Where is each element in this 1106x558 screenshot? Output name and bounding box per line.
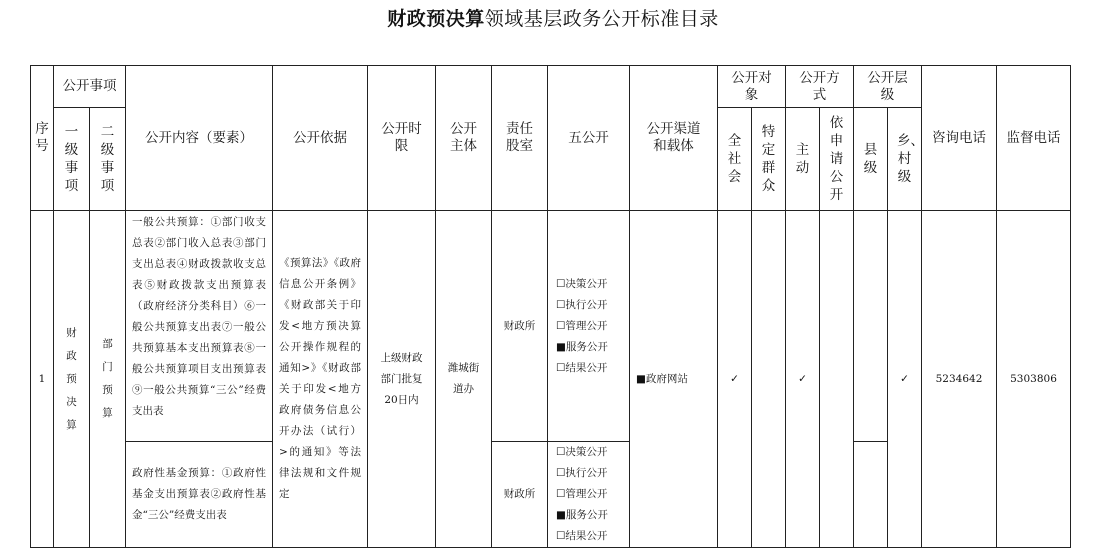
row-five-general — [548, 211, 630, 442]
page-title-rest: 领域基层政务公开标准目录 — [484, 8, 719, 30]
row-level-county-fund — [854, 442, 888, 548]
header-time-limit: 公开时限 — [368, 66, 436, 211]
header-method-active: 主动 — [786, 108, 820, 211]
header-target-group: 特定群众 — [752, 108, 786, 211]
five-item: ■服务公开 — [556, 340, 608, 353]
header-public-items: 公开事项 — [54, 66, 126, 108]
five-item: ☐决策公开 — [556, 446, 608, 458]
row-content-fund: 政府性基金预算：①政府性基金支出预算表②政府性基金“三公”经费支出表 — [126, 442, 273, 548]
header-method: 公开方式 — [786, 66, 854, 108]
header-level: 公开层级 — [854, 66, 922, 108]
five-item: ☐结果公开 — [556, 530, 608, 542]
five-item: ☐执行公开 — [556, 298, 608, 311]
row-subject: 潍城街道办 — [436, 211, 492, 548]
header-seq: 序号 — [31, 66, 54, 211]
row-channel: ■政府网站 — [630, 211, 718, 548]
page-title-bold: 财政预决算 — [387, 8, 485, 30]
header-method-request: 依申请公开 — [820, 108, 854, 211]
header-dept: 责任股室 — [492, 66, 548, 211]
row-content-general: 一般公共预算：①部门收支总表②部门收入总表③部门支出总表④财政拨款收支总表⑤财政拨款支出预算表（政府经济分类科目）⑥一般公共预算支出表⑦一般公共预算基本支出预算表⑧一般公共预算项目支出预算表⑨一般公共预算“三公”经费支出表 — [126, 211, 273, 442]
row-level1: 财政预决算 — [54, 211, 90, 548]
row-five-fund — [548, 442, 630, 548]
five-item: ☐管理公开 — [556, 488, 608, 500]
row-dept-fund: 财政所 — [492, 442, 548, 548]
catalog-table — [30, 65, 1071, 548]
header-level-county: 县级 — [854, 108, 888, 211]
row-level-county-check — [854, 211, 888, 442]
header-content: 公开内容（要素） — [126, 66, 273, 211]
page-title — [0, 6, 1106, 32]
row-dept-general: 财政所 — [492, 211, 548, 442]
row-seq: 1 — [31, 211, 54, 548]
header-basis: 公开依据 — [273, 66, 368, 211]
five-item: ■服务公开 — [556, 509, 608, 521]
five-item: ☐管理公开 — [556, 319, 608, 332]
header-supervise-phone: 监督电话 — [997, 66, 1071, 211]
header-level1: 一级事项 — [54, 108, 90, 211]
five-item: ☐决策公开 — [556, 277, 608, 290]
five-item: ☐执行公开 — [556, 467, 608, 479]
row-level2: 部门预算 — [90, 211, 126, 548]
header-five: 五公开 — [548, 66, 630, 211]
header-consult-phone: 咨询电话 — [922, 66, 997, 211]
five-item: ☐结果公开 — [556, 361, 608, 374]
row-consult-phone: 5234642 — [922, 211, 997, 548]
row-time-limit: 上级财政部门批复20日内 — [368, 211, 436, 548]
header-subject: 公开主体 — [436, 66, 492, 211]
header-target: 公开对象 — [718, 66, 786, 108]
row-target-group-check — [752, 211, 786, 548]
row-basis: 《预算法》《政府信息公开条例》《财政部关于印发<地方预决算公开操作规程的通知>》《财政部关于印发<地方政府债务信息公开办法（试行）>的通知》等法律法规和文件规定 — [273, 211, 368, 548]
row-target-all-check: ✓ — [718, 211, 752, 548]
row-supervise-phone: 5303806 — [997, 211, 1071, 548]
header-level2: 二级事项 — [90, 108, 126, 211]
row-method-active-check: ✓ — [786, 211, 820, 548]
header-level-town: 乡、村级 — [888, 108, 922, 211]
row-method-request-check — [820, 211, 854, 548]
header-target-all: 全社会 — [718, 108, 752, 211]
row-level-town-check: ✓ — [888, 211, 922, 548]
header-channel: 公开渠道和载体 — [630, 66, 718, 211]
